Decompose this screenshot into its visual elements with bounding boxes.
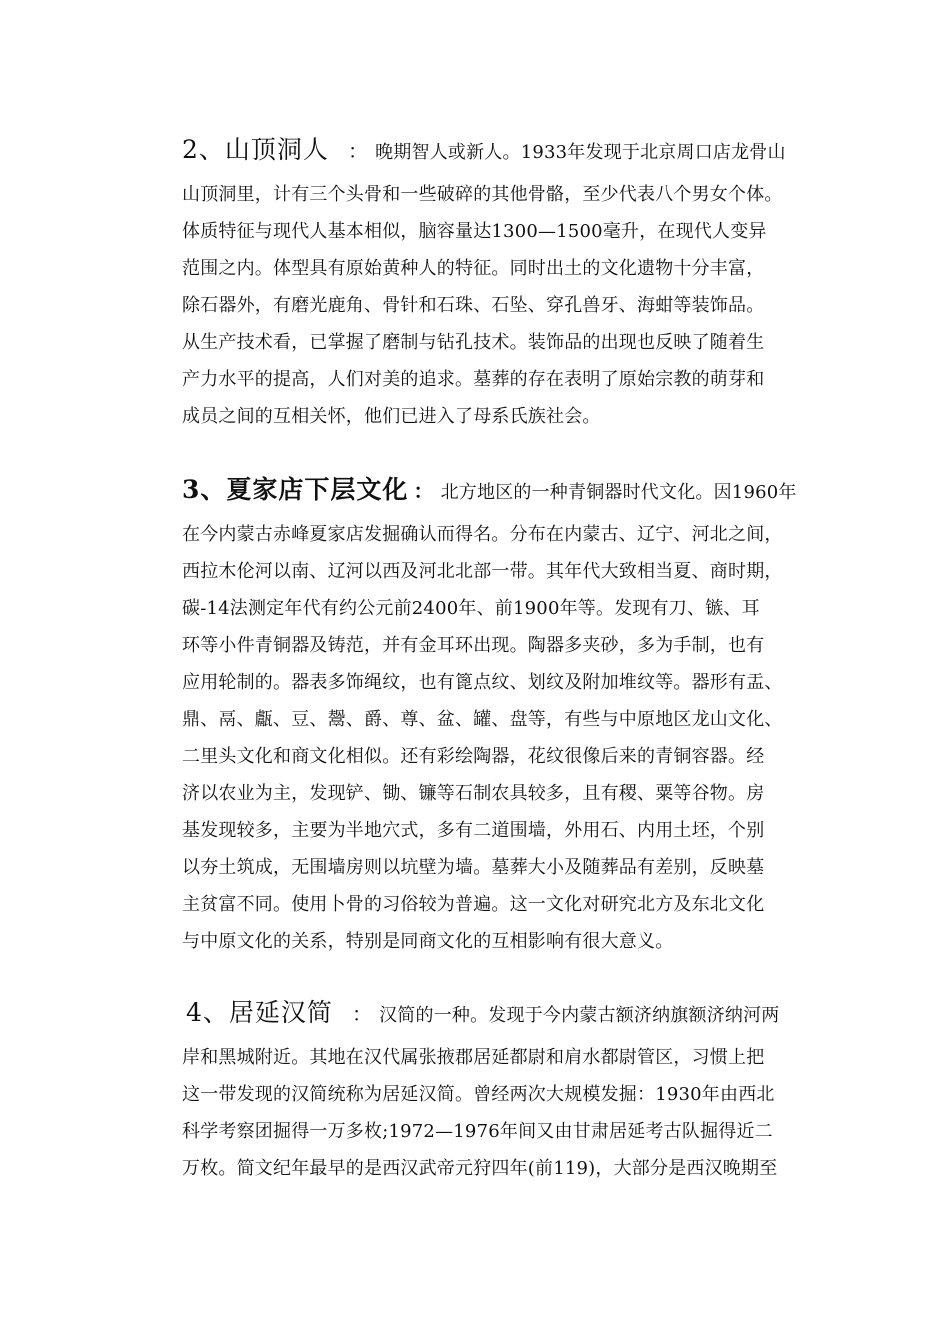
text-line: 科学考察团掘得一万多枚;1972—1976年间又由甘肃居延考古队掘得近二 <box>182 1121 773 1142</box>
text-line: 岸和黑城附近。其地在汉代属张掖郡居延都尉和肩水都尉管区，习惯上把 <box>182 1047 765 1068</box>
entry-term: 4、居延汉简 <box>186 998 333 1027</box>
text-line: 应用轮制的。器表多饰绳纹，也有篦点纹、划纹及附加堆纹等。器形有盂、 <box>182 672 783 693</box>
text-line: 这一带发现的汉简统称为居延汉简。曾经两次大规模发掘：1930年由西北 <box>182 1084 775 1105</box>
entry-separator: ： <box>413 479 434 503</box>
entry-definition-start: 北方地区的一种青铜器时代文化。因1960年 <box>440 482 797 503</box>
entry-term: 2、山顶洞人 <box>182 135 329 164</box>
entry-term: 3、夏家店下层文化 <box>182 475 409 504</box>
text-line: 成员之间的互相关怀，他们已进入了母系氏族社会。 <box>182 406 601 427</box>
text-line: 体质特征与现代人基本相似，脑容量达1300—1500毫升，在现代人变异 <box>182 221 767 242</box>
text-line: 从生产技术看，已掌握了磨制与钻孔技术。装饰品的出现也反映了随着生 <box>182 332 765 353</box>
text-line: 基发现较多，主要为半地穴式，多有二道围墙，外用石、内用土坯，个别 <box>182 820 765 841</box>
text-line: 在今内蒙古赤峰夏家店发掘确认而得名。分布在内蒙古、辽宁、河北之间， <box>182 524 783 545</box>
text-line: 范围之内。体型具有原始黄种人的特征。同时出土的文化遗物十分丰富， <box>182 258 765 279</box>
text-line: 碳-14法测定年代有约公元前2400年、前1900年等。发现有刀、镞、耳 <box>182 598 760 619</box>
entry-definition-start: 汉简的一种。发现于今内蒙古额济纳旗额济纳河两 <box>379 1005 780 1026</box>
text-line: 以夯土筑成，无围墙房则以坑壁为墙。墓葬大小及随葬品有差别，反映墓 <box>182 857 765 878</box>
text-line: 济以农业为主，发现铲、锄、镰等石制农具较多，且有稷、粟等谷物。房 <box>182 783 765 804</box>
entry-heading-line <box>182 132 812 168</box>
text-line: 万枚。简文纪年最早的是西汉武帝元狩四年(前119)，大部分是西汉晚期至 <box>182 1158 778 1179</box>
entry-separator: ： <box>352 1002 372 1026</box>
text-line: 环等小件青铜器及铸范，并有金耳环出现。陶器多夹砂，多为手制，也有 <box>182 635 765 656</box>
text-line: 山顶洞里，计有三个头骨和一些破碎的其他骨骼，至少代表八个男女个体。 <box>182 184 783 205</box>
entry-separator: ： <box>348 139 368 163</box>
text-line: 鼎、鬲、甗、豆、鬶、爵、尊、盆、罐、盘等，有些与中原地区龙山文化、 <box>182 709 783 730</box>
text-line: 主贫富不同。使用卜骨的习俗较为普遍。这一文化对研究北方及东北文化 <box>182 894 765 915</box>
entry-heading-line <box>186 995 816 1031</box>
entry-xiajiadian-culture <box>182 472 812 960</box>
entry-shanding-cave-man <box>182 132 812 435</box>
text-line: 除石器外，有磨光鹿角、骨针和石珠、石坠、穿孔兽牙、海蚶等装饰品。 <box>182 295 765 316</box>
entry-definition-start: 晚期智人或新人。1933年发现于北京周口店龙骨山 <box>375 142 786 163</box>
text-line: 产力水平的提高，人们对美的追求。墓葬的存在表明了原始宗教的萌芽和 <box>182 369 765 390</box>
text-line: 与中原文化的关系，特别是同商文化的互相影响有很大意义。 <box>182 931 674 952</box>
text-line: 二里头文化和商文化相似。还有彩绘陶器，花纹很像后来的青铜容器。经 <box>182 746 765 767</box>
entry-heading-line <box>182 472 812 508</box>
entry-juyan-han-slips <box>182 995 816 1187</box>
text-line: 西拉木伦河以南、辽河以西及河北北部一带。其年代大致相当夏、商时期， <box>182 561 783 582</box>
